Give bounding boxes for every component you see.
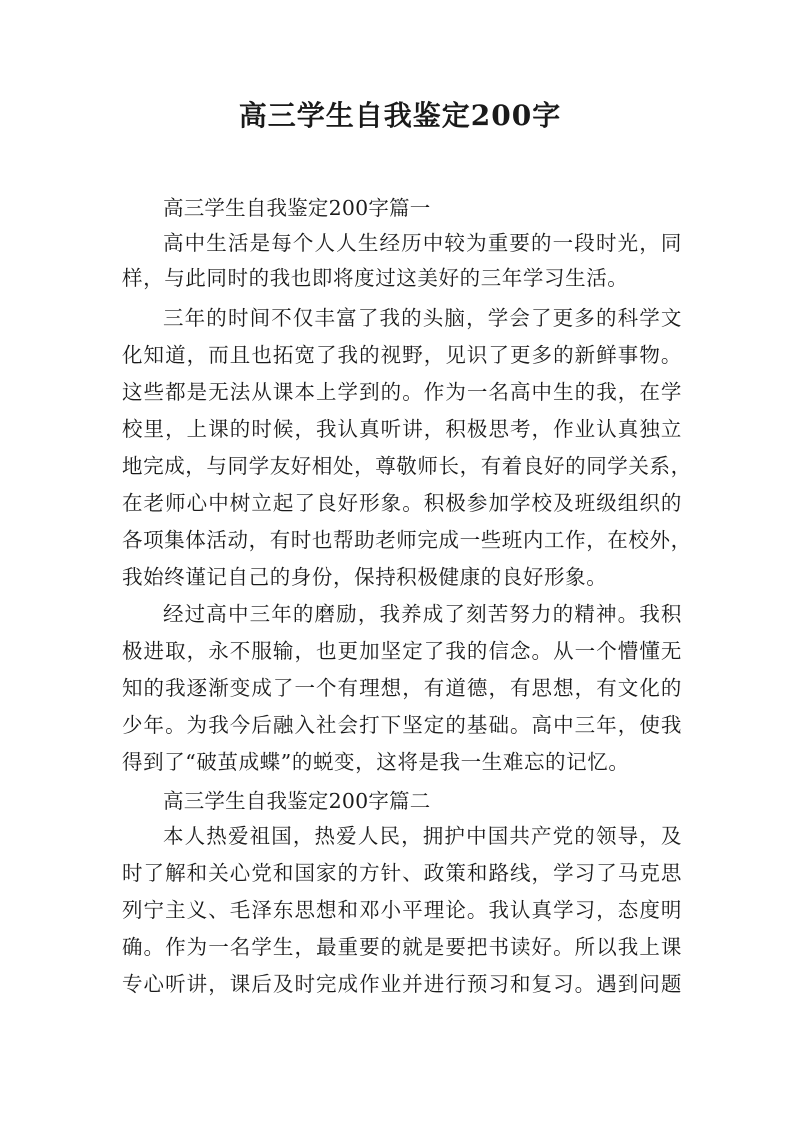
section-heading: 高三学生自我鉴定200字篇二 bbox=[163, 789, 431, 813]
document-title: 高三学生自我鉴定200字 bbox=[238, 99, 562, 132]
paragraph-line: 列宁主义、毛泽东思想和邓小平理论。我认真学习，态度明 bbox=[122, 898, 682, 922]
paragraph-line: 各项集体活动，有时也帮助老师完成一些班内工作，在校外， bbox=[122, 528, 692, 552]
paragraph-line: 化知道，而且也拓宽了我的视野，见识了更多的新鲜事物。 bbox=[122, 343, 682, 367]
paragraph-line: 经过高中三年的磨励，我养成了刻苦努力的精神。我积 bbox=[163, 602, 682, 626]
paragraph-line: 少年。为我今后融入社会打下坚定的基础。高中三年，使我 bbox=[122, 713, 682, 737]
paragraph-line: 本人热爱祖国，热爱人民，拥护中国共产党的领导，及 bbox=[163, 824, 682, 848]
paragraph-line: 极进取，永不服输，也更加坚定了我的信念。从一个懵懂无 bbox=[122, 639, 682, 663]
paragraph-line: 知的我逐渐变成了一个有理想，有道德，有思想，有文化的 bbox=[122, 676, 682, 700]
paragraph-line: 专心听讲，课后及时完成作业并进行预习和复习。遇到问题 bbox=[122, 972, 682, 996]
section-heading: 高三学生自我鉴定200字篇一 bbox=[163, 196, 431, 220]
paragraph-line: 地完成，与同学友好相处，尊敬师长，有着良好的同学关系， bbox=[122, 454, 692, 478]
paragraph-line: 我始终谨记自己的身份，保持积极健康的良好形象。 bbox=[122, 565, 608, 589]
paragraph-line: 高中生活是每个人人生经历中较为重要的一段时光，同 bbox=[163, 231, 682, 255]
paragraph-line: 时了解和关心党和国家的方针、政策和路线，学习了马克思 bbox=[122, 861, 682, 885]
paragraph-line: 样，与此同时的我也即将度过这美好的三年学习生活。 bbox=[122, 266, 629, 290]
paragraph-line: 这些都是无法从课本上学到的。作为一名高中生的我，在学 bbox=[122, 380, 682, 404]
paragraph-line: 三年的时间不仅丰富了我的头脑，学会了更多的科学文 bbox=[163, 306, 682, 330]
paragraph-line: 得到了“破茧成蝶”的蜕变，这将是我一生难忘的记忆。 bbox=[122, 750, 630, 774]
paragraph-line: 校里，上课的时候，我认真听讲，积极思考，作业认真独立 bbox=[122, 417, 682, 441]
paragraph-line: 确。作为一名学生，最重要的就是要把书读好。所以我上课 bbox=[122, 935, 682, 959]
paragraph-line: 在老师心中树立起了良好形象。积极参加学校及班级组织的 bbox=[122, 491, 682, 515]
